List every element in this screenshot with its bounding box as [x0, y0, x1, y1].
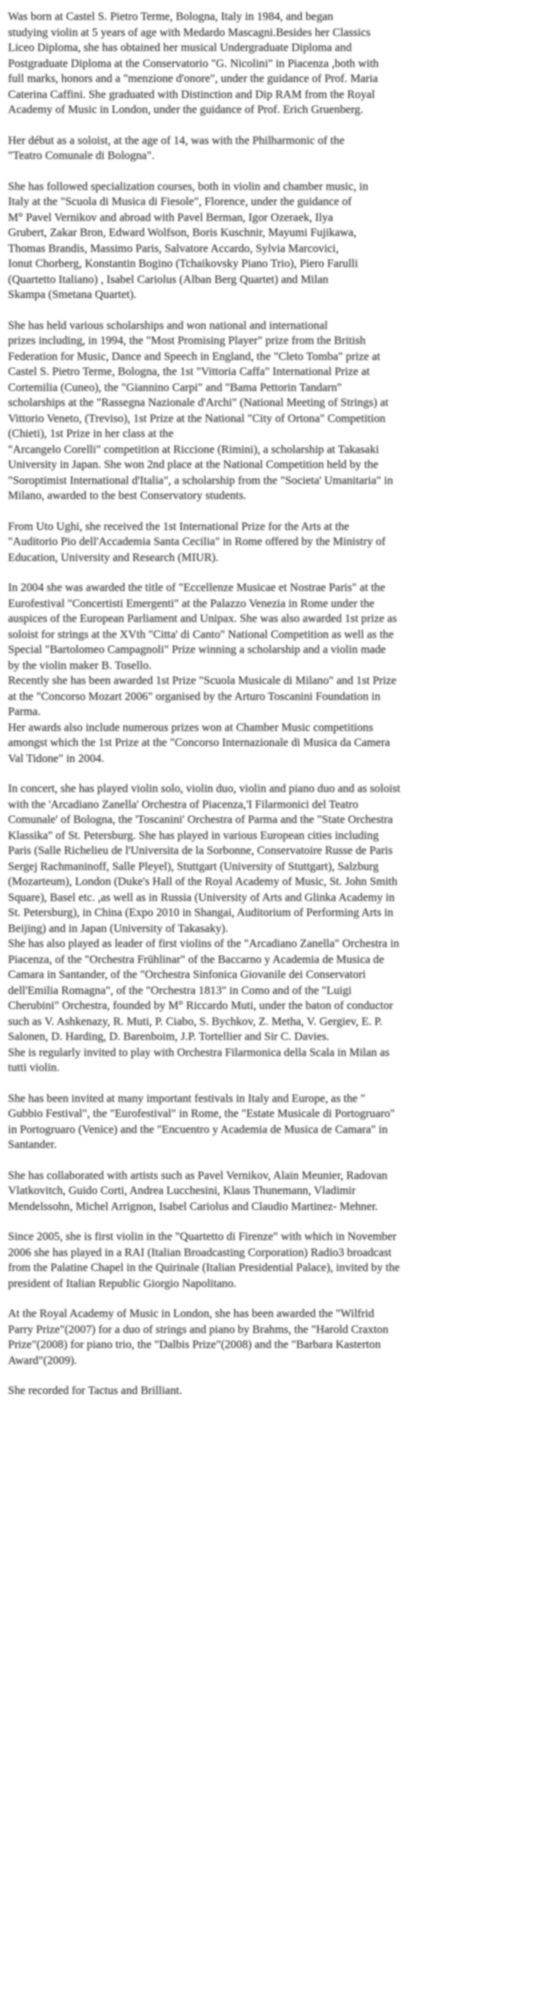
bio-line: Special "Bartolomeo Campagnoli" Prize winning a scholarship and a violin made — [8, 643, 386, 656]
bio-line: (Chieti), 1st Prize in her class at the — [8, 427, 174, 440]
bio-line: Parma. — [8, 705, 41, 718]
bio-line: "Arcangelo Corelli" competition at Riccione (Rimini), a scholarship at Takasaki — [8, 442, 379, 456]
bio-line: "Soroptimist International d'Italia", a scholarship from the "Societa' Umanitaria" in — [8, 473, 393, 487]
bio-line: Award"(2009). — [8, 1353, 78, 1367]
bio-line: "Teatro Comunale di Bologna". — [8, 149, 155, 162]
bio-line: Camara in Santander, of the "Orchestra Sinfonica Giovanile dei Conservatori — [8, 968, 366, 981]
bio-paragraph — [8, 519, 553, 566]
bio-line: Grubert, Zakar Bron, Edward Wolfson, Boris Kuschnir, Mayumi Fujikawa, — [8, 226, 357, 239]
bio-line: Paris (Salle Richelieu de l'Universita de la Sorbonne, Conservatoire Russe de Paris — [8, 844, 393, 857]
bio-line: Skampa (Smetana Quartet). — [8, 288, 137, 301]
bio-line: studying violin at 5 years of age with Medardo Mascagni.Besides her Classics — [8, 25, 371, 39]
bio-line: Mendelssohn, Michel Arrignon, Isabel Cariolus and Claudio Martinez- Mehner. — [8, 1199, 378, 1213]
bio-line: president of Italian Republic Giorgio Napolitano. — [8, 1276, 237, 1290]
bio-line: in Portogruaro (Venice) and the "Encuentro y Academia de Musica de Camara" in — [8, 1122, 388, 1136]
bio-paragraph — [8, 1383, 553, 1399]
bio-paragraph — [8, 1091, 553, 1153]
bio-line: St. Petersburg), in China (Expo 2010 in Shangai, Auditorium of Performing Arts in — [8, 906, 394, 919]
bio-line: scholarships at the "Rassegna Nazionale d'Archi" (National Meeting of Strings) at — [8, 396, 389, 409]
bio-line: She recorded for Tactus and Brilliant. — [8, 1384, 183, 1397]
bio-line: amongst which the 1st Prize at the "Concorso Internazionale di Musica da Camera — [8, 736, 391, 749]
bio-line: Milano, awarded to the best Conservatory students. — [8, 489, 247, 502]
bio-line: Klassika" of St. Petersburg. She has played in various European cities including — [8, 828, 379, 842]
bio-line: full marks, honors and a "menzione d'onore", under the guidance of Prof. Maria — [8, 72, 378, 85]
bio-line: from the Palatine Chapel in the Quirinale (Italian Presidential Palace), invited by the — [8, 1261, 400, 1274]
bio-line: Comunale' of Bologna, the 'Toscanini' Orchestra of Parma and the "State Orchestra — [8, 813, 393, 826]
bio-line: Caterina Caffini. She graduated with Distinction and Dip RAM from the Royal — [8, 87, 375, 101]
bio-paragraph — [8, 318, 553, 504]
bio-line: She has held various scholarships and won national and international — [8, 318, 328, 332]
bio-line: Recently she has been awarded 1st Prize "Scuola Musicale di Milano" and 1st Prize — [8, 674, 397, 687]
bio-line: Vlatkovitch, Guido Corti, Andrea Lucchesini, Klaus Thunemann, Vladimir — [8, 1184, 356, 1197]
bio-line: Gubbio Festival", the "Eurofestival" in Rome, the "Estate Musicale di Portogruaro" — [8, 1107, 395, 1120]
bio-line: Salonen, D. Harding, D. Barenboim, J.P. Tortellier and Sir C. Davies. — [8, 1030, 330, 1043]
bio-line: University in Japan. She won 2nd place at the National Competition held by the — [8, 458, 379, 471]
bio-line: She has followed specialization courses, both in violin and chamber music, in — [8, 179, 369, 193]
bio-line: Federation for Music, Dance and Speech in England, the "Cleto Tomba" prize at — [8, 349, 381, 363]
bio-line: She has also played as leader of first violins of the "Arcadiano Zanella" Orchestra in — [8, 937, 400, 950]
bio-line: 2006 she has played in a RAI (Italian Broadcasting Corporation) Radio3 broadcast — [8, 1245, 392, 1259]
bio-line: such as V. Ashkenazy, R. Muti, P. Ciabo, S. Bychkov, Z. Metha, V. Gergiev, E. P. — [8, 1014, 383, 1028]
bio-line: Was born at Castel S. Pietro Terme, Bologna, Italy in 1984, and began — [8, 10, 334, 23]
bio-line: prizes including, in 1994, the "Most Promising Player" prize from the British — [8, 334, 366, 347]
bio-line: (Mozarteum), London (Duke's Hall of the Royal Academy of Music, St. John Smith — [8, 875, 398, 888]
bio-paragraph — [8, 1306, 553, 1368]
biography-text — [8, 9, 553, 1414]
bio-line: Castel S. Pietro Terme, Bologna, the 1st "Vittoria Caffa" International Prize at — [8, 365, 370, 378]
bio-line: (Quartetto Italiano) , Isabel Cariolus (Alban Berg Quartet) and Milan — [8, 272, 329, 286]
bio-line: At the Royal Academy of Music in London, she has been awarded the "Wilfrid — [8, 1307, 375, 1320]
bio-paragraph — [8, 9, 553, 118]
bio-line: Education, University and Research (MIUR). — [8, 550, 219, 564]
bio-line: From Uto Ughi, she received the 1st International Prize for the Arts at the — [8, 519, 350, 533]
bio-line: In 2004 she was awarded the title of "Eccellenze Musicae et Nostrae Paris" at the — [8, 581, 386, 594]
bio-line: M° Pavel Vernikov and abroad with Pavel Berman, Igor Ozeraek, Ilya — [8, 210, 334, 224]
bio-line: Cherubini" Orchestra, founded by M° Riccardo Muti, under the baton of conductor — [8, 999, 394, 1012]
bio-paragraph — [8, 133, 553, 164]
bio-line: In concert, she has played violin solo, violin duo, violin and piano duo and as soloist — [8, 782, 401, 795]
bio-line: She has collaborated with artists such as Pavel Vernikov, Alain Meunier, Radovan — [8, 1168, 388, 1182]
bio-line: Square), Basel etc. ,as well as in Russia (University of Arts and Glinka Academy in — [8, 890, 395, 904]
bio-line: Eurofestival "Concertisti Emergenti" at the Palazzo Venezia in Rome under the — [8, 596, 375, 610]
bio-line: Val Tidone" in 2004. — [8, 751, 105, 765]
bio-line: Postgraduate Diploma at the Conservatorio "G. Nicolini" in Piacenza ,both with — [8, 56, 379, 70]
bio-line: She is regularly invited to play with Orchestra Filarmonica della Scala in Milan as — [8, 1045, 390, 1059]
bio-line: Prize"(2008) for piano trio, the "Dalbis Prize"(2008) and the "Barbara Kasterton — [8, 1338, 381, 1351]
bio-line: Parry Prize"(2007) for a duo of strings and piano by Brahms, the "Harold Craxton — [8, 1322, 389, 1336]
bio-line: with the 'Arcadiano Zanella' Orchestra of Piacenza,'I Filarmonici del Teatro — [8, 797, 359, 811]
bio-line: Liceo Diploma, she has obtained her musical Undergraduate Diploma and — [8, 41, 352, 54]
bio-paragraph — [8, 1229, 553, 1291]
bio-line: Her awards also include numerous prizes won at Chamber Music competitions — [8, 720, 374, 734]
bio-paragraph — [8, 580, 553, 766]
bio-line: Academy of Music in London, under the guidance of Prof. Erich Gruenberg. — [8, 103, 364, 116]
bio-paragraph — [8, 1168, 553, 1215]
bio-line: soloist for strings at the XVth "Citta' di Canto" National Competition as well as the — [8, 627, 394, 641]
bio-line: Vittorio Veneto, (Treviso), 1st Prize at the National "City of Ortona" Competition — [8, 411, 386, 425]
bio-line: at the "Concorso Mozart 2006" organised by the Arturo Toscanini Foundation in — [8, 689, 381, 703]
bio-line: Beijing) and in Japan (University of Takasaky). — [8, 921, 229, 935]
bio-line: auspices of the European Parliament and Unipax. She was also awarded 1st prize as — [8, 612, 397, 625]
bio-paragraph — [8, 781, 553, 1076]
bio-line: tutti violin. — [8, 1061, 60, 1074]
bio-line: Cortemilia (Cuneo), the "Giannino Carpi" and "Bama Pettorin Tandarn" — [8, 380, 342, 394]
bio-line: Piacenza, of the "Orchestra Frühlinar" of the Baccarno y Academia de Musica de — [8, 952, 385, 966]
bio-line: Italy at the "Scuola di Musica di Fiesole", Florence, under the guidance of — [8, 195, 352, 208]
bio-line: dell'Emilia Romagna", of the "Orchestra 1813" in Como and of the "Luigi — [8, 983, 352, 997]
bio-paragraph — [8, 179, 553, 303]
bio-line: Thomas Brandis, Massimo Paris, Salvatore Accardo, Sylvia Marcovici, — [8, 241, 339, 255]
bio-line: Since 2005, she is first violin in the "Quartetto di Firenze" with which in November — [8, 1230, 397, 1243]
bio-line: Her début as a soloist, at the age of 14, was with the Philharmonic of the — [8, 133, 345, 147]
bio-line: Santander. — [8, 1138, 57, 1151]
bio-line: by the violin maker B. Tosello. — [8, 658, 152, 672]
bio-line: Ionut Chorberg, Konstantin Bogino (Tchaikovsky Piano Trio), Piero Farulli — [8, 257, 358, 270]
bio-line: "Auditorio Pio dell'Accademia Santa Cecilia" in Rome offered by the Ministry of — [8, 535, 386, 548]
bio-line: Sergej Rachmaninoff, Salle Pleyel), Stuttgart (University of Stuttgart), Salzburg — [8, 859, 379, 873]
bio-line: She has been invited at many important festivals in Italy and Europe, as the " — [8, 1091, 366, 1105]
